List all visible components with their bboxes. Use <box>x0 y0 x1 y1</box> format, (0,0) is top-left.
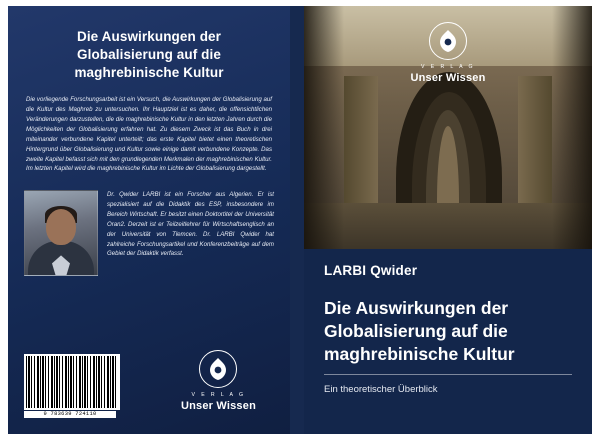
front-publisher-logo <box>304 22 592 84</box>
publisher-emblem-icon <box>429 22 467 60</box>
back-publisher-logo <box>181 350 256 412</box>
cover-subtitle: Ein theoretischer Überblick <box>324 384 438 395</box>
author-photo <box>24 190 98 276</box>
publisher-verlag-label: V E R L A G <box>421 64 475 70</box>
title-divider <box>324 374 572 375</box>
publisher-emblem-icon <box>199 350 237 388</box>
back-cover-blurb: Die vorliegende Forschungsarbeit ist ein Versuch, die Auswirkungen der Globalisierung auf die Kultur des Maghreb zu untersuchen. Ihr Hauptziel ist es daher, die offensichtlichen Veränderungen darzustellen, die die maghrebinische Kultur in den letzten Jahren durch die Möglichkeiten der Globalisierung erfahren hat. Zu diesem Zweck ist das Buch in drei miteinander verbundene Kapitel unterteilt; das erste Kapitel bietet einen theoretischen Hintergrund über Globalisierung und Kultur sowie einige damit verbundene Konzepte. Das zweite Kapitel befasst sich mit den grundlegenden Merkmalen der maghrebinischen Kultur. Im letzten Kapitel wird die maghrebinische Kultur im Lichte der Globalisierung dargestellt. <box>26 96 272 173</box>
publisher-verlag-label: V E R L A G <box>191 392 246 398</box>
back-cover <box>8 6 290 434</box>
cover-title: Die Auswirkungen der Globalisierung auf die maghrebinische Kultur <box>324 298 515 364</box>
front-cover <box>304 6 592 434</box>
cover-author-name: LARBI Qwider <box>324 263 418 278</box>
author-block <box>24 190 274 276</box>
isbn-barcode <box>24 354 116 418</box>
book-spine <box>290 6 304 434</box>
publisher-name: Unser Wissen <box>410 72 486 84</box>
publisher-name: Unser Wissen <box>180 400 256 412</box>
barcode-bars <box>24 354 120 410</box>
back-cover-title: Die Auswirkungen der Globalisierung auf die maghrebinische Kultur <box>74 29 224 80</box>
author-bio: Dr. Qwider LARBI ist ein Forscher aus Algerien. Er ist spezialisiert auf die Didaktik des ESP, insbesondere im Bereich Wirtschaft. Er besitzt einen Doktortitel der Universität Oran2. Derzeit ist er Teilzeitlehrer für Wirtschaftsenglisch an der Universität von Tlemcen. Dr. LARBI Qwider hat zahlreiche Forschungsartikel und Konferenzbeiträge auf dem Gebiet der Didaktik verfasst. <box>107 191 274 258</box>
isbn-number: 9 783639 724110 <box>24 411 116 418</box>
